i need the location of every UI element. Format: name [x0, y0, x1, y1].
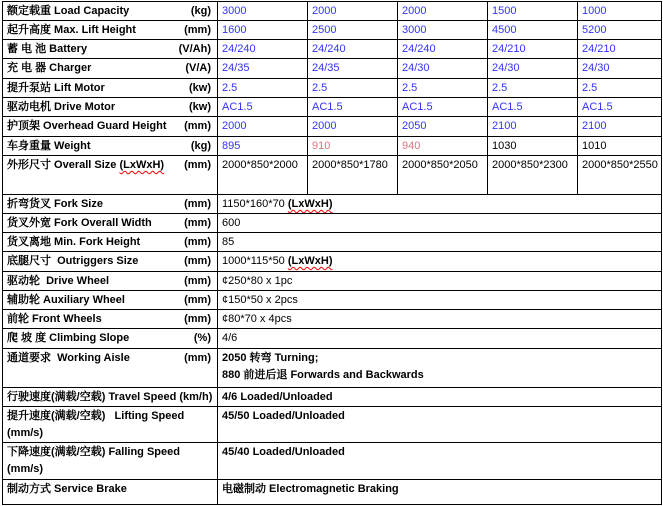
spec-value-line [222, 367, 657, 384]
row-unit: (mm) [184, 217, 211, 229]
table-row-fork-size [3, 195, 662, 214]
row-label-text [7, 444, 180, 478]
row-unit: (kg) [190, 140, 211, 152]
spec-value-cell: 5200 [578, 21, 662, 40]
row-label-front-wheels [3, 310, 218, 329]
row-label-text [7, 253, 138, 270]
row-unit: (%) [193, 332, 211, 344]
spec-value-cell: AC1.5 [218, 98, 308, 117]
row-label-flex [7, 157, 213, 174]
spec-table-body [3, 2, 662, 505]
row-unit: (mm) [184, 236, 211, 248]
row-label-text [7, 273, 109, 290]
spec-value-wavy: (LxWxH) [287, 255, 333, 267]
spec-value-cell: 24/240 [398, 40, 488, 59]
spec-value-text: 4/6 Loaded/Unloaded [222, 391, 333, 403]
row-label-text [7, 41, 87, 58]
spec-value-line [222, 481, 657, 498]
spec-value-cell: 2000 [398, 2, 488, 21]
spec-value-cell: 2.5 [578, 79, 662, 98]
row-label-main: 折弯货叉 Fork Size [7, 198, 103, 210]
row-label-text [7, 408, 184, 442]
row-label-weight [3, 137, 218, 156]
spec-value-cell: 2000*850*2050 [398, 156, 488, 195]
row-label-flex [7, 389, 213, 406]
row-label-flex [7, 311, 213, 328]
spec-value-cell: AC1.5 [308, 98, 398, 117]
row-label-load-capacity [3, 2, 218, 21]
row-label-flex [7, 60, 213, 77]
row-unit: (mm) [184, 24, 211, 36]
table-row-charger [3, 59, 662, 79]
row-label-text [7, 292, 125, 309]
row-label-flex [7, 253, 213, 270]
row-label-flex [7, 99, 213, 116]
spec-value-text: 1000*115*50 [222, 255, 288, 267]
row-label-line2: (mm/s) [7, 463, 44, 475]
spec-value-text: 880 前进后退 Forwards and Backwards [222, 369, 424, 381]
row-unit: (mm) [184, 352, 211, 364]
row-label-main: 行驶速度(满载/空载) Travel Speed (km/h) [7, 391, 213, 403]
row-unit: (kw) [189, 82, 211, 94]
row-label-main: 辅助轮 Auxiliary Wheel [7, 294, 125, 306]
table-row-working-aisle [3, 349, 662, 388]
spec-value-cell: 910 [308, 137, 398, 156]
row-label-text [7, 99, 115, 116]
spec-value-merged-cell [218, 310, 662, 329]
spec-value-cell: 2100 [578, 117, 662, 137]
row-label-overhead-guard-height [3, 117, 218, 137]
row-label-flex [7, 234, 213, 251]
spec-value-line [222, 273, 657, 290]
spec-value-cell: 2000*850*2550 [578, 156, 662, 195]
spec-value-cell: 2000 [308, 2, 398, 21]
spec-value-cell: 24/210 [488, 40, 578, 59]
row-label-text [7, 234, 140, 251]
spec-value-cell: 3000 [218, 2, 308, 21]
spec-value-cell: 2050 [398, 117, 488, 137]
row-label-drive-motor [3, 98, 218, 117]
spec-value-text: ¢80*70 x 4pcs [222, 313, 292, 325]
row-label-flex [7, 481, 213, 498]
row-label-text [7, 138, 91, 155]
row-label-main: 充 电 器 Charger [7, 62, 92, 74]
spec-value-cell: AC1.5 [578, 98, 662, 117]
row-label-flex [7, 22, 213, 39]
row-label-flex [7, 292, 213, 309]
spec-value-text: 45/50 Loaded/Unloaded [222, 410, 345, 422]
row-label-flex [7, 330, 213, 347]
row-label-flex [7, 118, 213, 135]
row-unit: (kw) [189, 101, 211, 113]
spec-value-cell: 2.5 [488, 79, 578, 98]
row-label-text [7, 481, 127, 498]
row-label-main: 提升速度(满载/空载) Lifting Speed [7, 410, 185, 422]
row-label-battery [3, 40, 218, 59]
spec-value-cell: 1010 [578, 137, 662, 156]
spec-value-line [222, 444, 657, 461]
spec-table [2, 1, 662, 505]
spec-value-line [222, 311, 657, 328]
row-label-max-lift-height [3, 21, 218, 40]
spec-value-merged-cell [218, 214, 662, 233]
row-label-main: 驱动轮 Drive Wheel [7, 275, 110, 287]
table-row-service-brake [3, 480, 662, 505]
table-row-fork-overall-width [3, 214, 662, 233]
row-label-outriggers-size [3, 252, 218, 272]
row-label-auxiliary-wheel [3, 291, 218, 310]
row-unit: (kg) [190, 5, 211, 17]
table-row-overhead-guard-height [3, 117, 662, 137]
row-label-main: 货叉离地 Min. Fork Height [7, 236, 141, 248]
spec-value-line [222, 234, 657, 251]
row-label-flex [7, 273, 213, 290]
spec-value-line [222, 196, 657, 213]
spec-value-text: 4/6 [222, 332, 238, 344]
row-label-main: 货叉外宽 Fork Overall Width [7, 217, 152, 229]
row-label-flex [7, 350, 213, 367]
row-label-main: 制动方式 Service Brake [7, 483, 127, 495]
row-label-main: 前轮 Front Wheels [7, 313, 102, 325]
row-unit: (mm) [184, 294, 211, 306]
spec-value-cell: 895 [218, 137, 308, 156]
row-unit: (mm) [184, 275, 211, 287]
table-row-lift-motor [3, 79, 662, 98]
spec-value-cell: 2000*850*2300 [488, 156, 578, 195]
spec-value-line [222, 350, 657, 367]
spec-value-merged-cell [218, 291, 662, 310]
row-label-text [7, 118, 167, 135]
row-unit: (mm) [184, 313, 211, 325]
row-label-text [7, 60, 91, 77]
row-label-flex [7, 444, 213, 478]
table-row-drive-wheel [3, 272, 662, 291]
row-label-service-brake [3, 480, 218, 505]
row-label-text [7, 215, 152, 232]
spec-value-cell: AC1.5 [398, 98, 488, 117]
row-label-wavy: (LxWxH) [119, 159, 165, 171]
row-label-flex [7, 138, 213, 155]
spec-value-merged-cell [218, 272, 662, 291]
row-label-main: 额定载重 Load Capacity [7, 5, 130, 17]
row-unit: (mm) [184, 255, 211, 267]
spec-value-text: 电磁制动 Electromagnetic Braking [222, 483, 399, 495]
table-row-falling-speed [3, 443, 662, 480]
spec-value-cell: 24/240 [308, 40, 398, 59]
table-row-front-wheels [3, 310, 662, 329]
spec-value-merged-cell [218, 195, 662, 214]
row-label-text [7, 330, 129, 347]
row-label-main: 起升高度 Max. Lift Height [7, 24, 136, 36]
row-label-fork-overall-width [3, 214, 218, 233]
table-row-auxiliary-wheel [3, 291, 662, 310]
table-row-drive-motor [3, 98, 662, 117]
table-row-min-fork-height [3, 233, 662, 252]
spec-value-cell: 4500 [488, 21, 578, 40]
row-label-main: 通道要求 Working Aisle [7, 352, 130, 364]
row-label-text [7, 389, 212, 406]
row-label-lifting-speed [3, 407, 218, 443]
row-label-flex [7, 408, 213, 442]
row-label-falling-speed [3, 443, 218, 480]
spec-value-merged-cell [218, 407, 662, 443]
row-label-fork-size [3, 195, 218, 214]
spec-value-wavy: (LxWxH) [287, 198, 333, 210]
row-label-main: 提升泵站 Lift Motor [7, 82, 105, 94]
spec-value-merged-cell [218, 233, 662, 252]
row-label-main: 底腿尺寸 Outriggers Size [7, 255, 139, 267]
row-label-climbing-slope [3, 329, 218, 349]
spec-value-cell: 2000 [308, 117, 398, 137]
row-label-main: 车身重量 Weight [7, 140, 91, 152]
row-label-flex [7, 80, 213, 97]
spec-value-cell: 2.5 [308, 79, 398, 98]
table-row-overall-size [3, 156, 662, 195]
row-unit: (mm) [184, 159, 211, 171]
table-row-weight [3, 137, 662, 156]
row-label-line2: (mm/s) [7, 427, 44, 439]
row-label-flex [7, 3, 213, 20]
row-label-main: 外形尺寸 Overall Size [7, 159, 120, 171]
row-label-main: 驱动电机 Drive Motor [7, 101, 116, 113]
spec-value-text: ¢250*80 x 1pc [222, 275, 293, 287]
row-label-main: 下降速度(满载/空载) Falling Speed [7, 446, 180, 458]
row-label-text [7, 3, 129, 20]
spec-value-merged-cell [218, 443, 662, 480]
spec-value-line [222, 408, 657, 425]
table-row-travel-speed [3, 388, 662, 407]
table-row-climbing-slope [3, 329, 662, 349]
spec-value-line [222, 292, 657, 309]
spec-value-cell: 24/240 [218, 40, 308, 59]
spec-value-cell: AC1.5 [488, 98, 578, 117]
row-label-main: 蓄 电 池 Battery [7, 43, 88, 55]
row-label-lift-motor [3, 79, 218, 98]
row-unit: (mm) [184, 198, 211, 210]
spec-value-cell: 2000 [218, 117, 308, 137]
spec-value-cell: 2.5 [398, 79, 488, 98]
row-label-overall-size [3, 156, 218, 195]
spec-value-merged-cell [218, 388, 662, 407]
spec-value-text: 45/40 Loaded/Unloaded [222, 446, 345, 458]
row-label-text [7, 350, 130, 367]
spec-value-line [222, 215, 657, 232]
spec-value-cell: 2000*850*1780 [308, 156, 398, 195]
spec-value-cell: 1030 [488, 137, 578, 156]
row-label-text [7, 311, 102, 328]
spec-value-merged-cell [218, 480, 662, 505]
spec-value-cell: 2000*850*2000 [218, 156, 308, 195]
spec-value-line [222, 389, 657, 406]
spec-value-text: 1150*160*70 [222, 198, 288, 210]
spec-value-merged-cell [218, 252, 662, 272]
spec-value-merged-cell [218, 349, 662, 388]
spec-value-cell: 24/30 [578, 59, 662, 79]
row-label-main: 护顶架 Overhead Guard Height [7, 120, 167, 132]
row-label-text [7, 80, 105, 97]
spec-value-cell: 24/35 [308, 59, 398, 79]
row-label-drive-wheel [3, 272, 218, 291]
row-label-working-aisle [3, 349, 218, 388]
row-label-min-fork-height [3, 233, 218, 252]
table-row-load-capacity [3, 2, 662, 21]
spec-value-cell: 2.5 [218, 79, 308, 98]
spec-value-cell: 1000 [578, 2, 662, 21]
spec-value-line [222, 330, 657, 347]
spec-value-cell: 24/210 [578, 40, 662, 59]
row-label-text [7, 196, 103, 213]
spec-value-merged-cell [218, 329, 662, 349]
spec-value-cell: 1500 [488, 2, 578, 21]
spec-value-text: 600 [222, 217, 241, 229]
table-row-battery [3, 40, 662, 59]
spec-value-text: ¢150*50 x 2pcs [222, 294, 298, 306]
spec-value-text: 85 [222, 236, 235, 248]
spec-value-cell: 2100 [488, 117, 578, 137]
spec-value-cell: 24/30 [398, 59, 488, 79]
row-label-flex [7, 215, 213, 232]
row-label-flex [7, 41, 213, 58]
spec-value-cell: 1600 [218, 21, 308, 40]
row-label-text [7, 157, 164, 174]
spec-value-cell: 24/35 [218, 59, 308, 79]
spec-value-cell: 24/30 [488, 59, 578, 79]
spec-value-text: 2050 转弯 Turning; [222, 352, 319, 364]
spec-value-cell: 940 [398, 137, 488, 156]
row-label-travel-speed [3, 388, 218, 407]
spec-value-cell: 3000 [398, 21, 488, 40]
table-row-outriggers-size [3, 252, 662, 272]
row-label-main: 爬 坡 度 Climbing Slope [7, 332, 130, 344]
row-unit: (V/Ah) [178, 43, 211, 55]
row-unit: (V/A) [185, 62, 211, 74]
row-label-charger [3, 59, 218, 79]
spec-value-line [222, 253, 657, 270]
row-label-flex [7, 196, 213, 213]
row-unit: (mm) [184, 120, 211, 132]
row-label-text [7, 22, 136, 39]
spec-value-cell: 2500 [308, 21, 398, 40]
table-row-lifting-speed [3, 407, 662, 443]
table-row-max-lift-height [3, 21, 662, 40]
